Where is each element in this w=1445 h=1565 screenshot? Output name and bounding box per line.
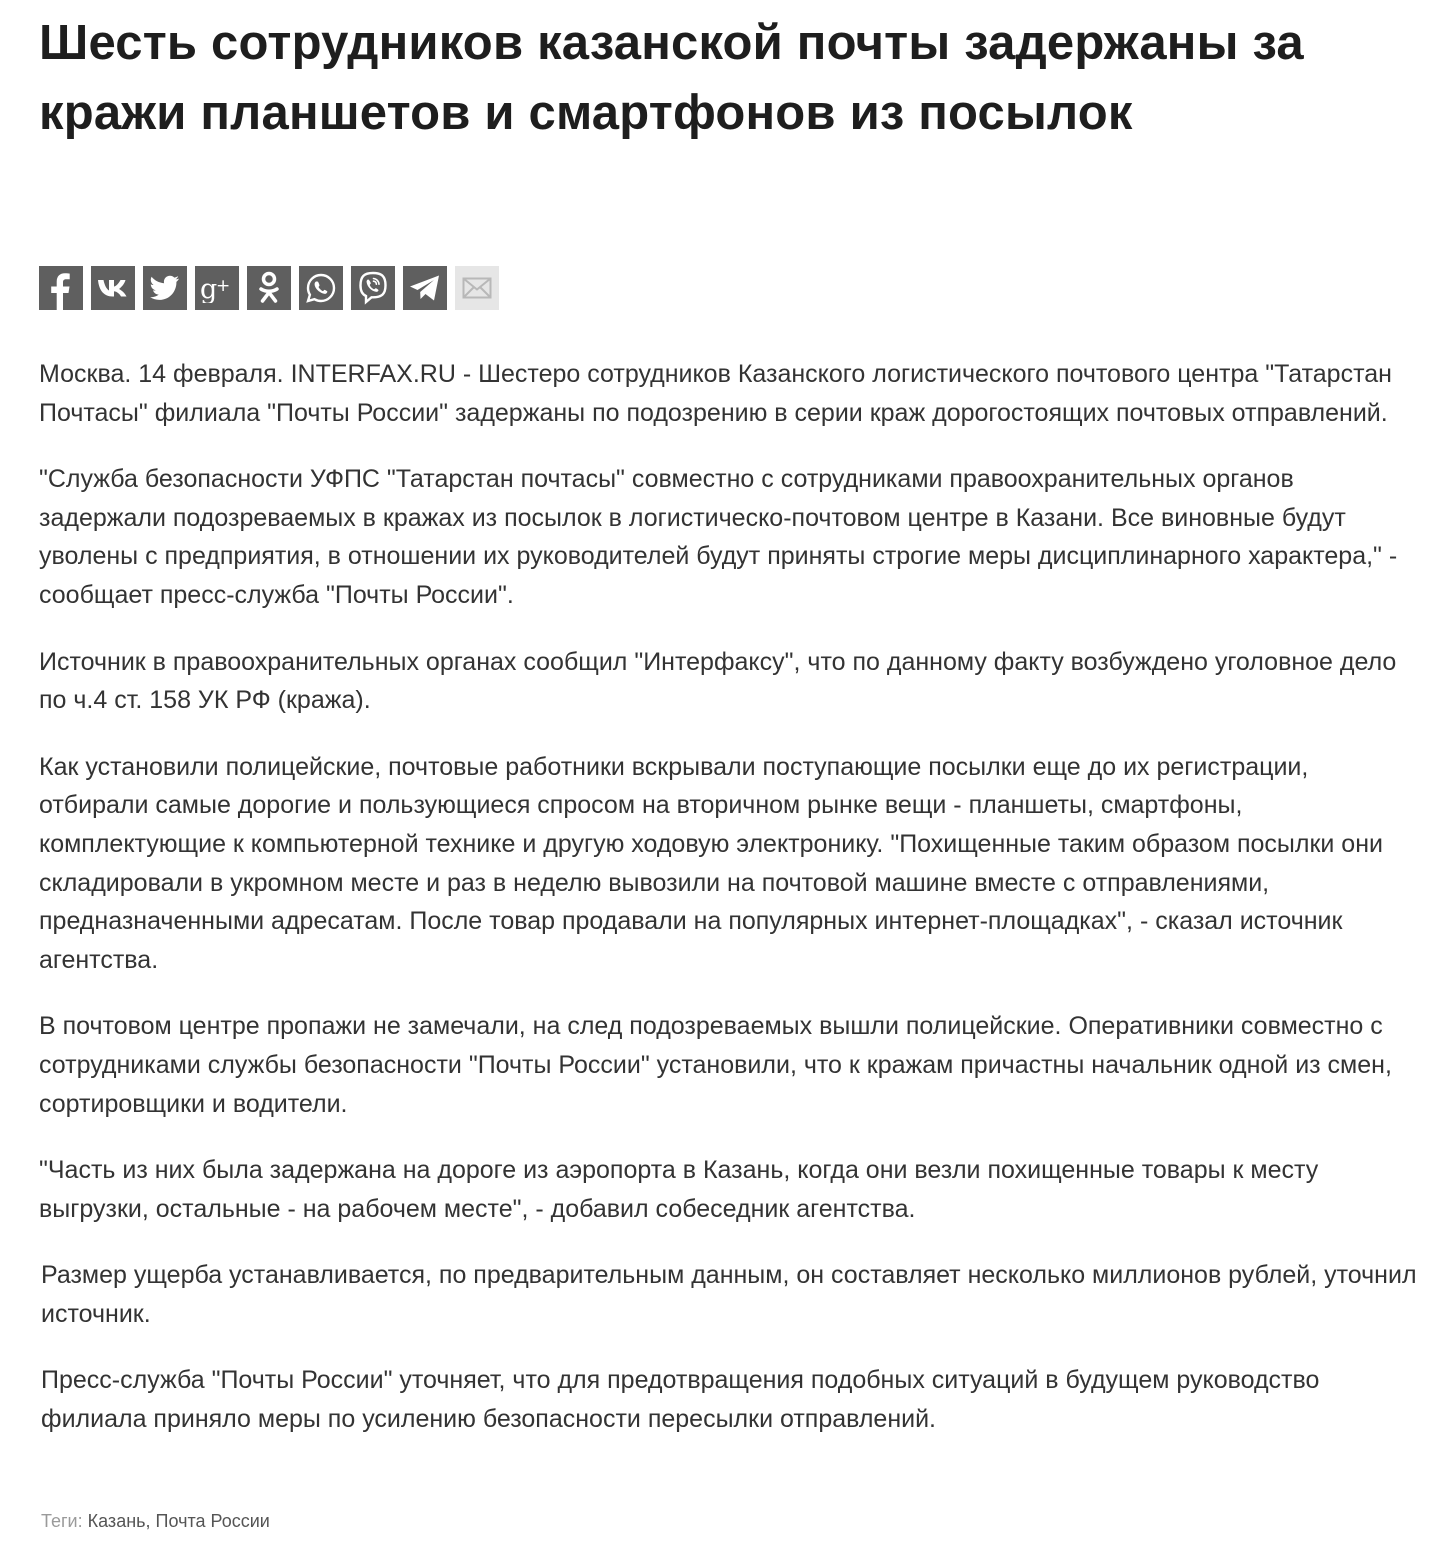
vk-icon bbox=[96, 277, 130, 299]
viber-icon bbox=[357, 271, 389, 305]
twitter-icon bbox=[150, 275, 180, 301]
article-paragraph: Как установили полицейские, почтовые работники вскрывали поступающие посылки еще до их регистрации, отбирали самые дорогие и пользующиеся спросом на вторичном рынке вещи - планшеты, смартфоны, комплектующие к компьютерной технике и другую ходовую электронику. "Похищенные таким образом посылки они складировали в укромном месте и раз в неделю вывозили на почтовой машине вместе с отправлениями, предназначенными адресатам. После товар продавали на популярных интернет-площадках", - сказал источник агентства. bbox=[39, 752, 1383, 974]
article-paragraph: Москва. 14 февраля. INTERFAX.RU - Шестеро сотрудников Казанского логистического почтового центра "Татарстан Почтасы" филиала "Почты России" задержаны по подозрению в серии краж дорогостоящих почтовых отправлений. bbox=[39, 360, 1392, 427]
share-vk-button[interactable] bbox=[91, 266, 135, 310]
facebook-icon bbox=[39, 266, 83, 310]
article-tags bbox=[41, 1511, 270, 1532]
article-paragraph: В почтовом центре пропажи не замечали, на след подозреваемых вышли полицейские. Оперативники совместно с сотрудниками службы безопасности "Почты России" установили, что к кражам причастны начальник одной из смен, сортировщики и водители. bbox=[39, 1012, 1392, 1118]
odnoklassniki-icon bbox=[257, 271, 281, 305]
tags-label: Теги: bbox=[41, 1511, 83, 1531]
share-viber-button[interactable] bbox=[351, 266, 395, 310]
share-odnoklassniki-button[interactable] bbox=[247, 266, 291, 310]
article-paragraph: Размер ущерба устанавливается, по предварительным данным, он составляет несколько миллионов рублей, уточнил источник. bbox=[41, 1261, 1417, 1328]
telegram-icon bbox=[408, 273, 442, 303]
tag-link-kazan[interactable]: Казань bbox=[87, 1511, 146, 1531]
article-body bbox=[39, 355, 1424, 1467]
share-telegram-button[interactable] bbox=[403, 266, 447, 310]
tag-link-pochta-rossii[interactable]: Почта России bbox=[155, 1511, 270, 1531]
share-whatsapp-button[interactable] bbox=[299, 266, 343, 310]
tag-separator: , bbox=[145, 1511, 156, 1531]
email-icon bbox=[462, 277, 492, 299]
share-bar bbox=[39, 266, 499, 310]
share-email-button[interactable] bbox=[455, 266, 499, 310]
article-paragraph: Источник в правоохранительных органах сообщил "Интерфаксу", что по данному факту возбуждено уголовное дело по ч.4 ст. 158 УК РФ (кража). bbox=[39, 647, 1397, 715]
share-twitter-button[interactable] bbox=[143, 266, 187, 310]
google-plus-icon bbox=[199, 273, 235, 303]
svg-text:g: g bbox=[200, 274, 218, 303]
svg-text:+: + bbox=[216, 276, 231, 296]
article-paragraph: "Служба безопасности УФПС "Татарстан почтасы" совместно с сотрудниками правоохранительных органов задержали подозреваемых в кражах из посылок в логистическо-почтовом центре в Казани. Все виновные будут уволены с предприятия, в отношении их руководителей будут приняты строгие меры дисциплинарного характера," - сообщает пресс-служба "Почты России". bbox=[39, 465, 1398, 609]
article bbox=[39, 8, 1424, 1531]
share-facebook-button[interactable] bbox=[39, 266, 83, 310]
article-paragraph: "Часть из них была задержана на дороге из аэропорта в Казань, когда они везли похищенные товары к месту выгрузки, остальные - на рабочем месте", - добавил собеседник агентства. bbox=[39, 1156, 1319, 1223]
article-headline: Шесть сотрудников казанской почты задержаны за кражи планшетов и смартфонов из посылок bbox=[39, 16, 1304, 140]
article-paragraph: Пресс-служба "Почты России" уточняет, что для предотвращения подобных ситуаций в будущем руководство филиала приняло меры по усилению безопасности пересылки отправлений. bbox=[41, 1366, 1320, 1434]
whatsapp-icon bbox=[305, 272, 337, 304]
share-google-plus-button[interactable] bbox=[195, 266, 239, 310]
